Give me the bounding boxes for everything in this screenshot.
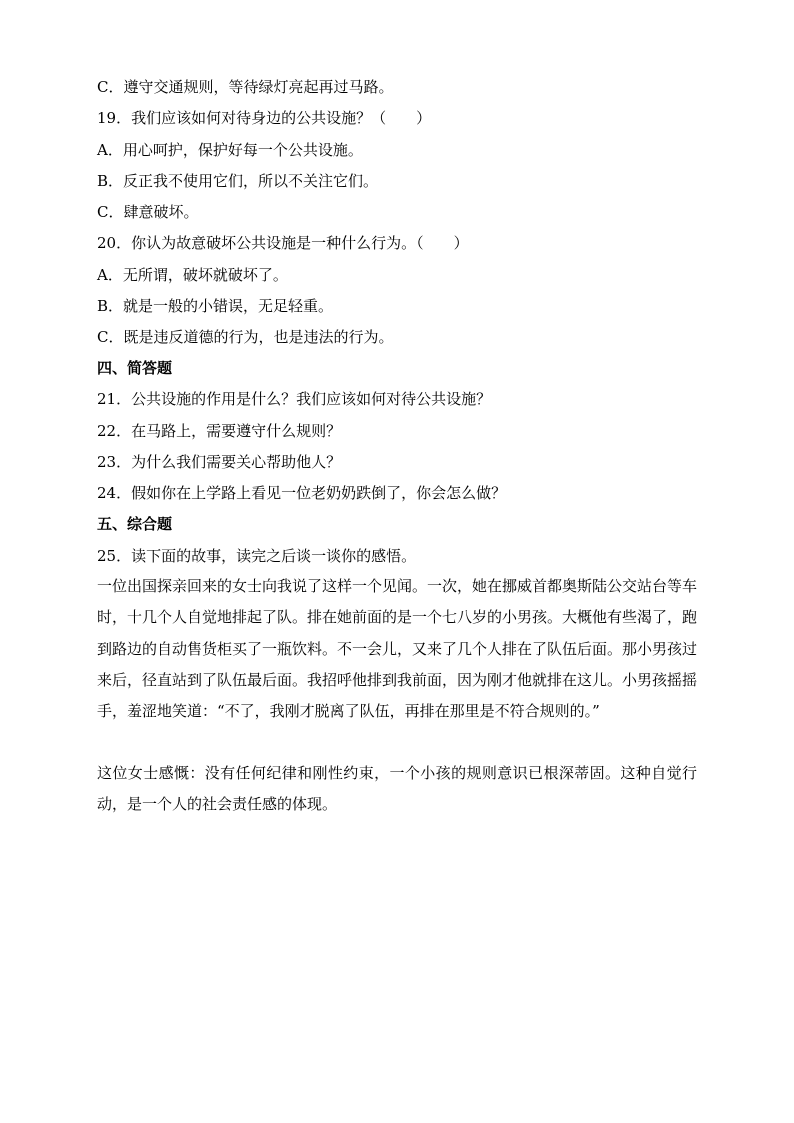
- q25-question: 25．读下面的故事，读完之后谈一谈你的感悟。: [97, 547, 417, 565]
- story-paragraph-1: 一位出国探亲回来的女士向我说了这样一个见闻。一次，她在挪威首都奥斯陆公交站台等车时，十几个人自觉地排起了队。排在她前面的是一个七八岁的小男孩。大概他有些渴了，跑到路边的自动售货柜买了一瓶饮料。不一会儿，又来了几个人排在了队伍后面。那小男孩过来后，径直站到了队伍最后面。我招呼他排到我前面，因为刚才他就排在这儿。小男孩摇摇手，羞涩地笑道：“不了，我刚才脱离了队伍，再排在那里是不符合规则的。”: [97, 577, 698, 721]
- q20-option-b: B．就是一般的小错误，无足轻重。: [97, 297, 334, 315]
- q20-option-a: A．无所谓，破坏就破坏了。: [97, 266, 288, 284]
- section-heading-short-answer: 四、简答题: [97, 359, 173, 377]
- section-heading-comprehensive: 五、综合题: [97, 515, 173, 533]
- q20-question: 20．你认为故意破坏公共设施是一种什么行为。（ ）: [97, 234, 469, 252]
- q19-option-c: C．肆意破坏。: [97, 203, 199, 221]
- q19-question: 19．我们应该如何对待身边的公共设施？（ ）: [97, 109, 432, 127]
- q23-question: 23．为什么我们需要关心帮助他人？: [97, 453, 342, 471]
- q22-question: 22．在马路上，需要遵守什么规则？: [97, 422, 342, 440]
- q20-option-c: C．既是违反道德的行为，也是违法的行为。: [97, 328, 394, 346]
- q19-option-b: B．反正我不使用它们，所以不关注它们。: [97, 172, 379, 190]
- q24-question: 24．假如你在上学路上看见一位老奶奶跌倒了，你会怎么做？: [97, 484, 507, 502]
- q18-option-c: C．遵守交通规则，等待绿灯亮起再过马路。: [97, 78, 394, 96]
- q19-option-a: A．用心呵护，保护好每一个公共设施。: [97, 141, 363, 159]
- q21-question: 21．公共设施的作用是什么？我们应该如何对待公共设施？: [97, 390, 492, 408]
- story-paragraph-2: 这位女士感慨：没有任何纪律和刚性约束，一个小孩的规则意识已根深蒂固。这种自觉行动，是一个人的社会责任感的体现。: [97, 764, 697, 814]
